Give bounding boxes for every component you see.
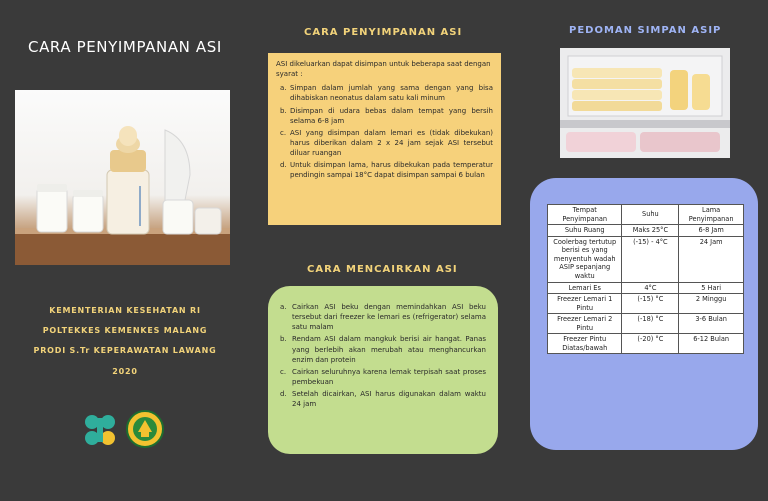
list-item [280,367,486,387]
table-cell: 6-12 Bulan [679,334,744,354]
list-item [276,160,493,180]
table-cell: (-15) - 4°C [622,236,679,282]
table-cell: (-18) °C [622,314,679,334]
table-header-row [548,205,744,225]
list-text: Rendam ASI dalam mangkuk berisi air hangat. Panas yang berlebih akan merubah atau menghancurkan enzim dan protein [292,335,486,364]
storage-instructions-box [268,53,501,225]
list-item [280,389,486,409]
table-row [548,282,744,294]
guide-table-card [530,178,758,450]
table-cell: Freezer Pintu Diatas/bawah [548,334,622,354]
table-cell: Lemari Es [548,282,622,294]
table-cell: Freezer Lemari 1 Pintu [548,294,622,314]
table-cell: Suhu Ruang [548,225,622,237]
table-cell: (-15) °C [622,294,679,314]
list-text: Simpan dalam jumlah yang sama dengan yang bisa dihabiskan neonatus dalam satu kali minum [290,84,493,103]
list-item [280,302,486,332]
table-cell: 2 Minggu [679,294,744,314]
list-text: Disimpan di udara bebas dalam tempat yang bersih selama 6-8 jam [290,106,493,125]
table-cell: (-20) °C [622,334,679,354]
org-line-year: 2020 [112,367,138,376]
guide-section-title: PEDOMAN SIMPAN ASIP [569,25,722,36]
list-text: Untuk disimpan lama, harus dibekukan pada temperatur pendingin sampai 18°C dapat disimpan sampai 6 bulan [290,161,493,180]
freezer-illustration [560,48,730,158]
table-cell: Freezer Lemari 2 Pintu [548,314,622,334]
list-marker: a. [280,84,287,93]
poltekkes-seal-icon [126,410,164,448]
table-row [548,314,744,334]
list-text: Cairkan seluruhnya karena lemak terpisah saat proses pembekuan [292,367,486,386]
table-row [548,334,744,354]
storage-list [276,83,493,180]
table-cell: 3-6 Bulan [679,314,744,334]
list-item [276,106,493,126]
storage-intro: ASI dikeluarkan dapat disimpan untuk beberapa saat dengan syarat : [276,60,491,79]
thawing-list [280,302,486,409]
table-cell: 24 Jam [679,236,744,282]
left-panel-title: CARA PENYIMPANAN ASI [28,38,222,56]
table-cell: 5 Hari [679,282,744,294]
header-temperature: Suhu [622,205,679,225]
list-marker: d. [280,161,287,170]
breast-milk-bottles-photo [15,90,230,265]
table-cell: Maks 25°C [622,225,679,237]
list-item [276,128,493,158]
header-place: Tempat Penyimpanan [548,205,622,225]
list-marker: c. [280,367,287,376]
table-row [548,294,744,314]
header-duration: Lama Penyimpanan [679,205,744,225]
list-marker: a. [280,303,287,311]
list-marker: c. [280,128,287,137]
thawing-section-title: CARA MENCAIRKAN ASI [307,264,458,275]
table-cell: 6-8 Jam [679,225,744,237]
org-line-ministry: KEMENTERIAN KESEHATAN RI [49,306,201,315]
org-line-poltekkes: POLTEKKES KEMENKES MALANG [42,326,208,335]
list-item [280,334,486,364]
bottles-illustration [15,90,230,265]
table-row [548,236,744,282]
list-marker: d. [280,390,287,399]
thawing-instructions-box [268,286,498,454]
storage-section-title: CARA PENYIMPANAN ASI [304,27,463,38]
org-line-program: PRODI S.Tr KEPERAWATAN LAWANG [33,346,217,355]
list-marker: b. [280,106,287,115]
table-cell: Coolerbag tertutup berisi es yang menyentuh wadah ASIP sepanjang waktu [548,236,622,282]
list-marker: b. [280,335,287,344]
freezer-milk-bags-photo [560,48,730,158]
list-item [276,83,493,103]
table-cell: 4°C [622,282,679,294]
kemenkes-logo-icon [80,410,120,450]
list-text: ASI yang disimpan dalam lemari es (tidak dibekukan) harus diberikan dalam 2 x 24 jam sejak ASI tersebut diluar ruangan [290,128,493,158]
list-text: Setelah dicairkan, ASI harus digunakan dalam waktu 24 jam [292,390,486,409]
storage-guide-table [547,204,744,354]
table-row [548,225,744,237]
list-text: Cairkan ASI beku dengan memindahkan ASI beku tersebut dari freezer ke lemari es (refrigerator) selama satu malam [292,303,486,332]
